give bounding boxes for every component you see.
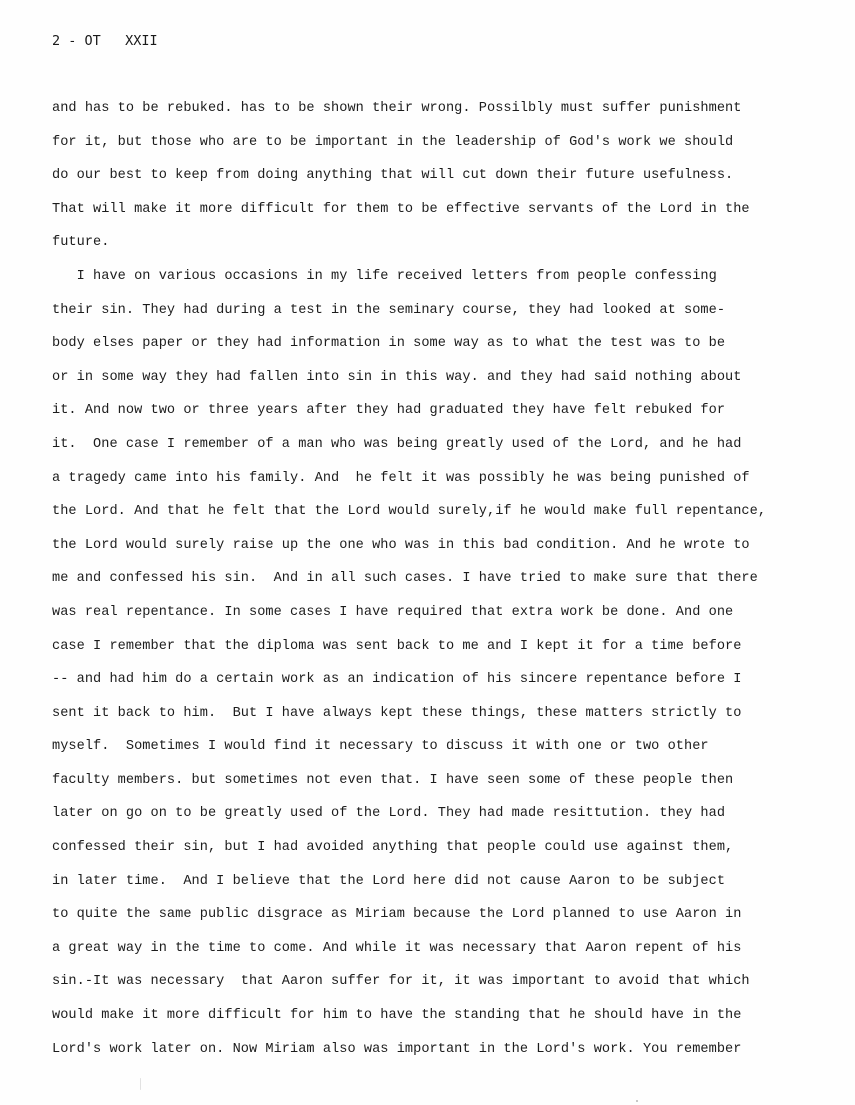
text-line: later on go on to be greatly used of the Lord. They had made resittution. they had xyxy=(52,806,726,822)
text-line: and has to be rebuked. has to be shown their wrong. Possilbly must suffer punishment xyxy=(52,101,742,116)
text-line: myself. Sometimes I would find it necessary to discuss it with one or two other xyxy=(52,739,709,755)
text-line: confessed their sin, but I had avoided anything that people could use against them, xyxy=(52,840,734,856)
text-line: it. And now two or three years after they had graduated they have felt rebuked for xyxy=(52,403,726,419)
body-text xyxy=(52,98,842,1072)
text-line: do our best to keep from doing anything that will cut down their future usefulness. xyxy=(52,168,734,184)
text-line: for it, but those who are to be important in the leadership of God's work we should xyxy=(52,134,734,150)
text-line: That will make it more difficult for them to be effective servants of the Lord in the xyxy=(52,201,750,217)
text-line: case I remember that the diploma was sent back to me and I kept it for a time before xyxy=(52,638,742,654)
text-line: future. xyxy=(52,235,110,251)
text-line: to quite the same public disgrace as Miriam because the Lord planned to use Aaron in xyxy=(52,907,742,923)
text-line: would make it more difficult for him to have the standing that he should have in the xyxy=(52,1008,742,1024)
text-line: Lord's work later on. Now Miriam also was important in the Lord's work. You remember xyxy=(52,1041,742,1057)
page-header: 2 - OT XXII xyxy=(52,33,158,49)
text-line: body elses paper or they had information in some way as to what the test was to be xyxy=(52,336,726,352)
text-line: a tragedy came into his family. And he felt it was possibly he was being punished of xyxy=(52,470,750,486)
text-line: I have on various occasions in my life received letters from people confessing xyxy=(52,268,717,284)
text-line: me and confessed his sin. And in all such cases. I have tried to make sure that there xyxy=(52,571,758,587)
text-line: a great way in the time to come. And while it was necessary that Aaron repent of his xyxy=(52,940,742,956)
text-line: sin.-It was necessary that Aaron suffer for it, it was important to avoid that which xyxy=(52,974,750,990)
text-line: was real repentance. In some cases I have required that extra work be done. And one xyxy=(52,604,734,620)
text-line: sent it back to him. But I have always kept these things, these matters strictly to xyxy=(52,705,742,721)
text-line: in later time. And I believe that the Lord here did not cause Aaron to be subject xyxy=(52,873,726,889)
text-line: -- and had him do a certain work as an indication of his sincere repentance before I xyxy=(52,672,742,688)
text-line: the Lord would surely raise up the one who was in this bad condition. And he wrote to xyxy=(52,537,750,553)
scan-speck xyxy=(636,1100,638,1102)
text-line: their sin. They had during a test in the seminary course, they had looked at some- xyxy=(52,302,726,318)
text-line: it. One case I remember of a man who was being greatly used of the Lord, and he had xyxy=(52,436,742,452)
text-line: or in some way they had fallen into sin in this way. and they had said nothing about xyxy=(52,369,742,385)
scan-speck xyxy=(140,1078,141,1090)
text-line: faculty members. but sometimes not even that. I have seen some of these people then xyxy=(52,772,734,788)
text-line: the Lord. And that he felt that the Lord would surely,if he would make full repentance, xyxy=(52,504,767,520)
